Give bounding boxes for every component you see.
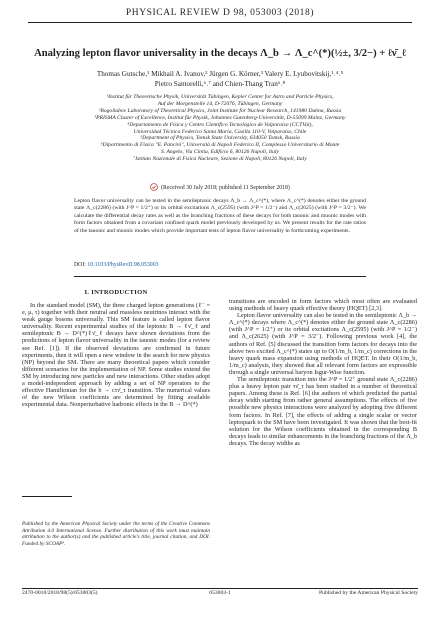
affiliation-line: ¹Institut für Theoretische Physik, Universität Tübingen, Kepler Center for Astro and Particle Physics, <box>106 94 334 100</box>
affiliation-line: ⁵Department of Physics, Tomsk State University, 634050 Tomsk, Russia <box>140 135 300 142</box>
section-heading-introduction: I. INTRODUCTION <box>84 289 148 296</box>
affiliation-line: ³PRISMA Cluster of Excellence, Institut für Physik, Johannes Gutenberg-Universität, D-55099 Mainz, Germany <box>94 114 346 121</box>
paragraph: The semileptonic transition into the J^P = 1/2⁺ ground state Λ_c(2286) plus a heavy lepton pair τν̄_τ has been studied in a number of theoretical papers. Among these is Ref. [6] the authors of which predicted the partial decay width starting from rather general assumptions. The effects of five possible new physics interactions were analyzed by adopting five different form factors. In Ref. [7], the effects of adding a single scalar or vector leptoquark to the SM have been investigated. It was shown that the best-fit solution for the Wilson coefficients obtained in the corresponding B decays leads to similar enhancements in the branching fractions of the Λ_b decays. The decay widths as <box>229 376 417 447</box>
footer-issn: 2470-0010/2018/98(5)/053003(5) <box>22 590 98 596</box>
author-line-1: Thomas Gutsche,¹ Mikhail A. Ivanov,² Jürgen G. Körner,³ Valery E. Lyubovitskij,¹˒⁴˒⁵ <box>96 70 344 78</box>
affiliation-line: ²Bogoliubov Laboratory of Theoretical Physics, Joint Institute for Nuclear Research, 141980 Dubna, Russia <box>98 107 342 114</box>
abstract: Lepton flavor universality can be tested in the semileptonic decays Λ_b → Λ_c^(*), where Λ_c^(*) denotes either the ground state Λ_c(2286) (with J^P = 1/2⁺) or its orbital excitations Λ_c(2595) (with J^P = 1/2⁻) and Λ_c(2625) (with J^P = 3/2⁻). We calculate the differential decay rates as well as the branching fractions of these decays for both tauonic and muonic modes with form factors obtained from a covariant confined quark model previously developed by us. We present results for the rate ratios of the tauonic and muonic modes which provide important tests of lepton flavor universality in forthcoming experiments. <box>74 198 366 234</box>
author-list <box>20 70 420 89</box>
affiliation-list <box>34 94 406 163</box>
left-column <box>22 302 210 408</box>
affiliation-line: Universidad Técnica Federico Santa María, Casilla 110-V, Valparaíso, Chile <box>133 128 307 135</box>
footer-publisher: Published by the American Physical Society <box>319 590 418 596</box>
paragraph: Lepton flavor universality can also be tested in the semileptonic Λ_b → Λ_c^(*) decays where Λ_c^(*) denotes either the ground state Λ_c(2286) (with J^P = 1/2⁺) or its orbital excitations Λ_c(2595) (with J^P = 1/2⁻) and Λ_c(2625) (with J^P = 3/2⁻). Following previous work [4], the authors of Ref. [5] discussed the transition form factors for decays into the above two excited Λ_c^(*) states up to O(1/m_b, 1/m_c) corrections in the heavy quark mass expansion using methods of HQET. In their O(1/m_b, 1/m_c) analysis, they showed that all relevant form factors are expressible through a single universal baryon Isgur-Wise function. <box>229 312 418 376</box>
affiliation-line: ⁷Istituto Nazionale di Fisica Nucleare, Sezione di Napoli, 80126 Napoli, Italy <box>133 156 307 163</box>
paper-title: Analyzing lepton flavor universality in the decays Λ_b → Λ_c^(*)(½±, 3/2−) + ℓν̄_ℓ <box>34 48 406 59</box>
doi-row <box>74 262 159 268</box>
received-dates <box>20 183 420 191</box>
right-column <box>229 298 417 447</box>
doi-label: DOI: <box>74 262 86 268</box>
license-footnote: Published by the American Physical Society under the terms of the Creative Commons Attribution 4.0 International license. Further distribution of this work must maintain attribution to the author(s) and the published article's title, journal citation, and DOI. Funded by SCOAP³. <box>22 521 210 547</box>
abstract-rule <box>74 276 366 277</box>
received-text: (Received 30 July 2018; published 11 September 2018) <box>161 185 290 191</box>
paragraph: In the standard model (SM), the three charged lepton generations (ℓ⁻ = e, μ, τ) together with their neutral and massless neutrinos interact with the weak gauge bosons universally. This SM feature is called lepton flavor universality. Recent experimental studies of the leptonic B → ℓν̄_ℓ and semileptonic B → D^(*)ℓν̄_ℓ decays have shown deviations from the predictions of lepton flavor universality in the tauonic modes (for a review see Ref. [1]). If the observed deviations are confirmed in future experiments, then it will open a new window in the search for new physics (NP) beyond the SM. There are many theoretical papers which consider different scenarios for the implementation of NP. Some studies extend the SM by introducing new particles and new interactions. Other studies adopt a model-independent approach by adding a set of NP operators to the effective Hamiltonian for the b → cτν̄_τ transition. The numerical values of the new Wilson coefficients are determined by fitting available experimental data. Nonperturbative hadronic effects in the B → D^(*) <box>22 302 210 409</box>
footer-rule <box>22 588 418 589</box>
doi-link[interactable]: 10.1103/PhysRevD.98.053003 <box>87 262 159 268</box>
author-line-2: Pietro Santorelli,⁶˒⁷ and Chien-Thang Tran⁶˒⁸ <box>154 79 286 88</box>
footnote-rule <box>22 496 72 497</box>
affiliation-line: ⁶Dipartimento di Fisica "E. Pancini", Università di Napoli Federico II, Complesso Universitario di Monte <box>100 142 340 149</box>
journal-header: PHYSICAL REVIEW D 98, 053003 (2018) <box>125 8 315 18</box>
check-for-updates-icon[interactable] <box>150 183 158 191</box>
affiliation-line: Auf der Morgenstelle 14, D-72076, Tübingen, Germany <box>157 100 283 107</box>
page-number: 053003-1 <box>209 590 231 596</box>
paragraph: transitions are encoded in form factors which most often are evaluated using methods of heavy quark effective theory (HQET) [2,3]. <box>229 298 417 313</box>
affiliation-line: S. Angelo, Via Cintia, Edificio 6, 80126 Napoli, Italy <box>160 149 280 156</box>
affiliation-line: ⁴Departamento de Física y Centro Científico Tecnológico de Valparaíso (CCTVal), <box>127 121 313 128</box>
header-rule <box>28 22 412 23</box>
